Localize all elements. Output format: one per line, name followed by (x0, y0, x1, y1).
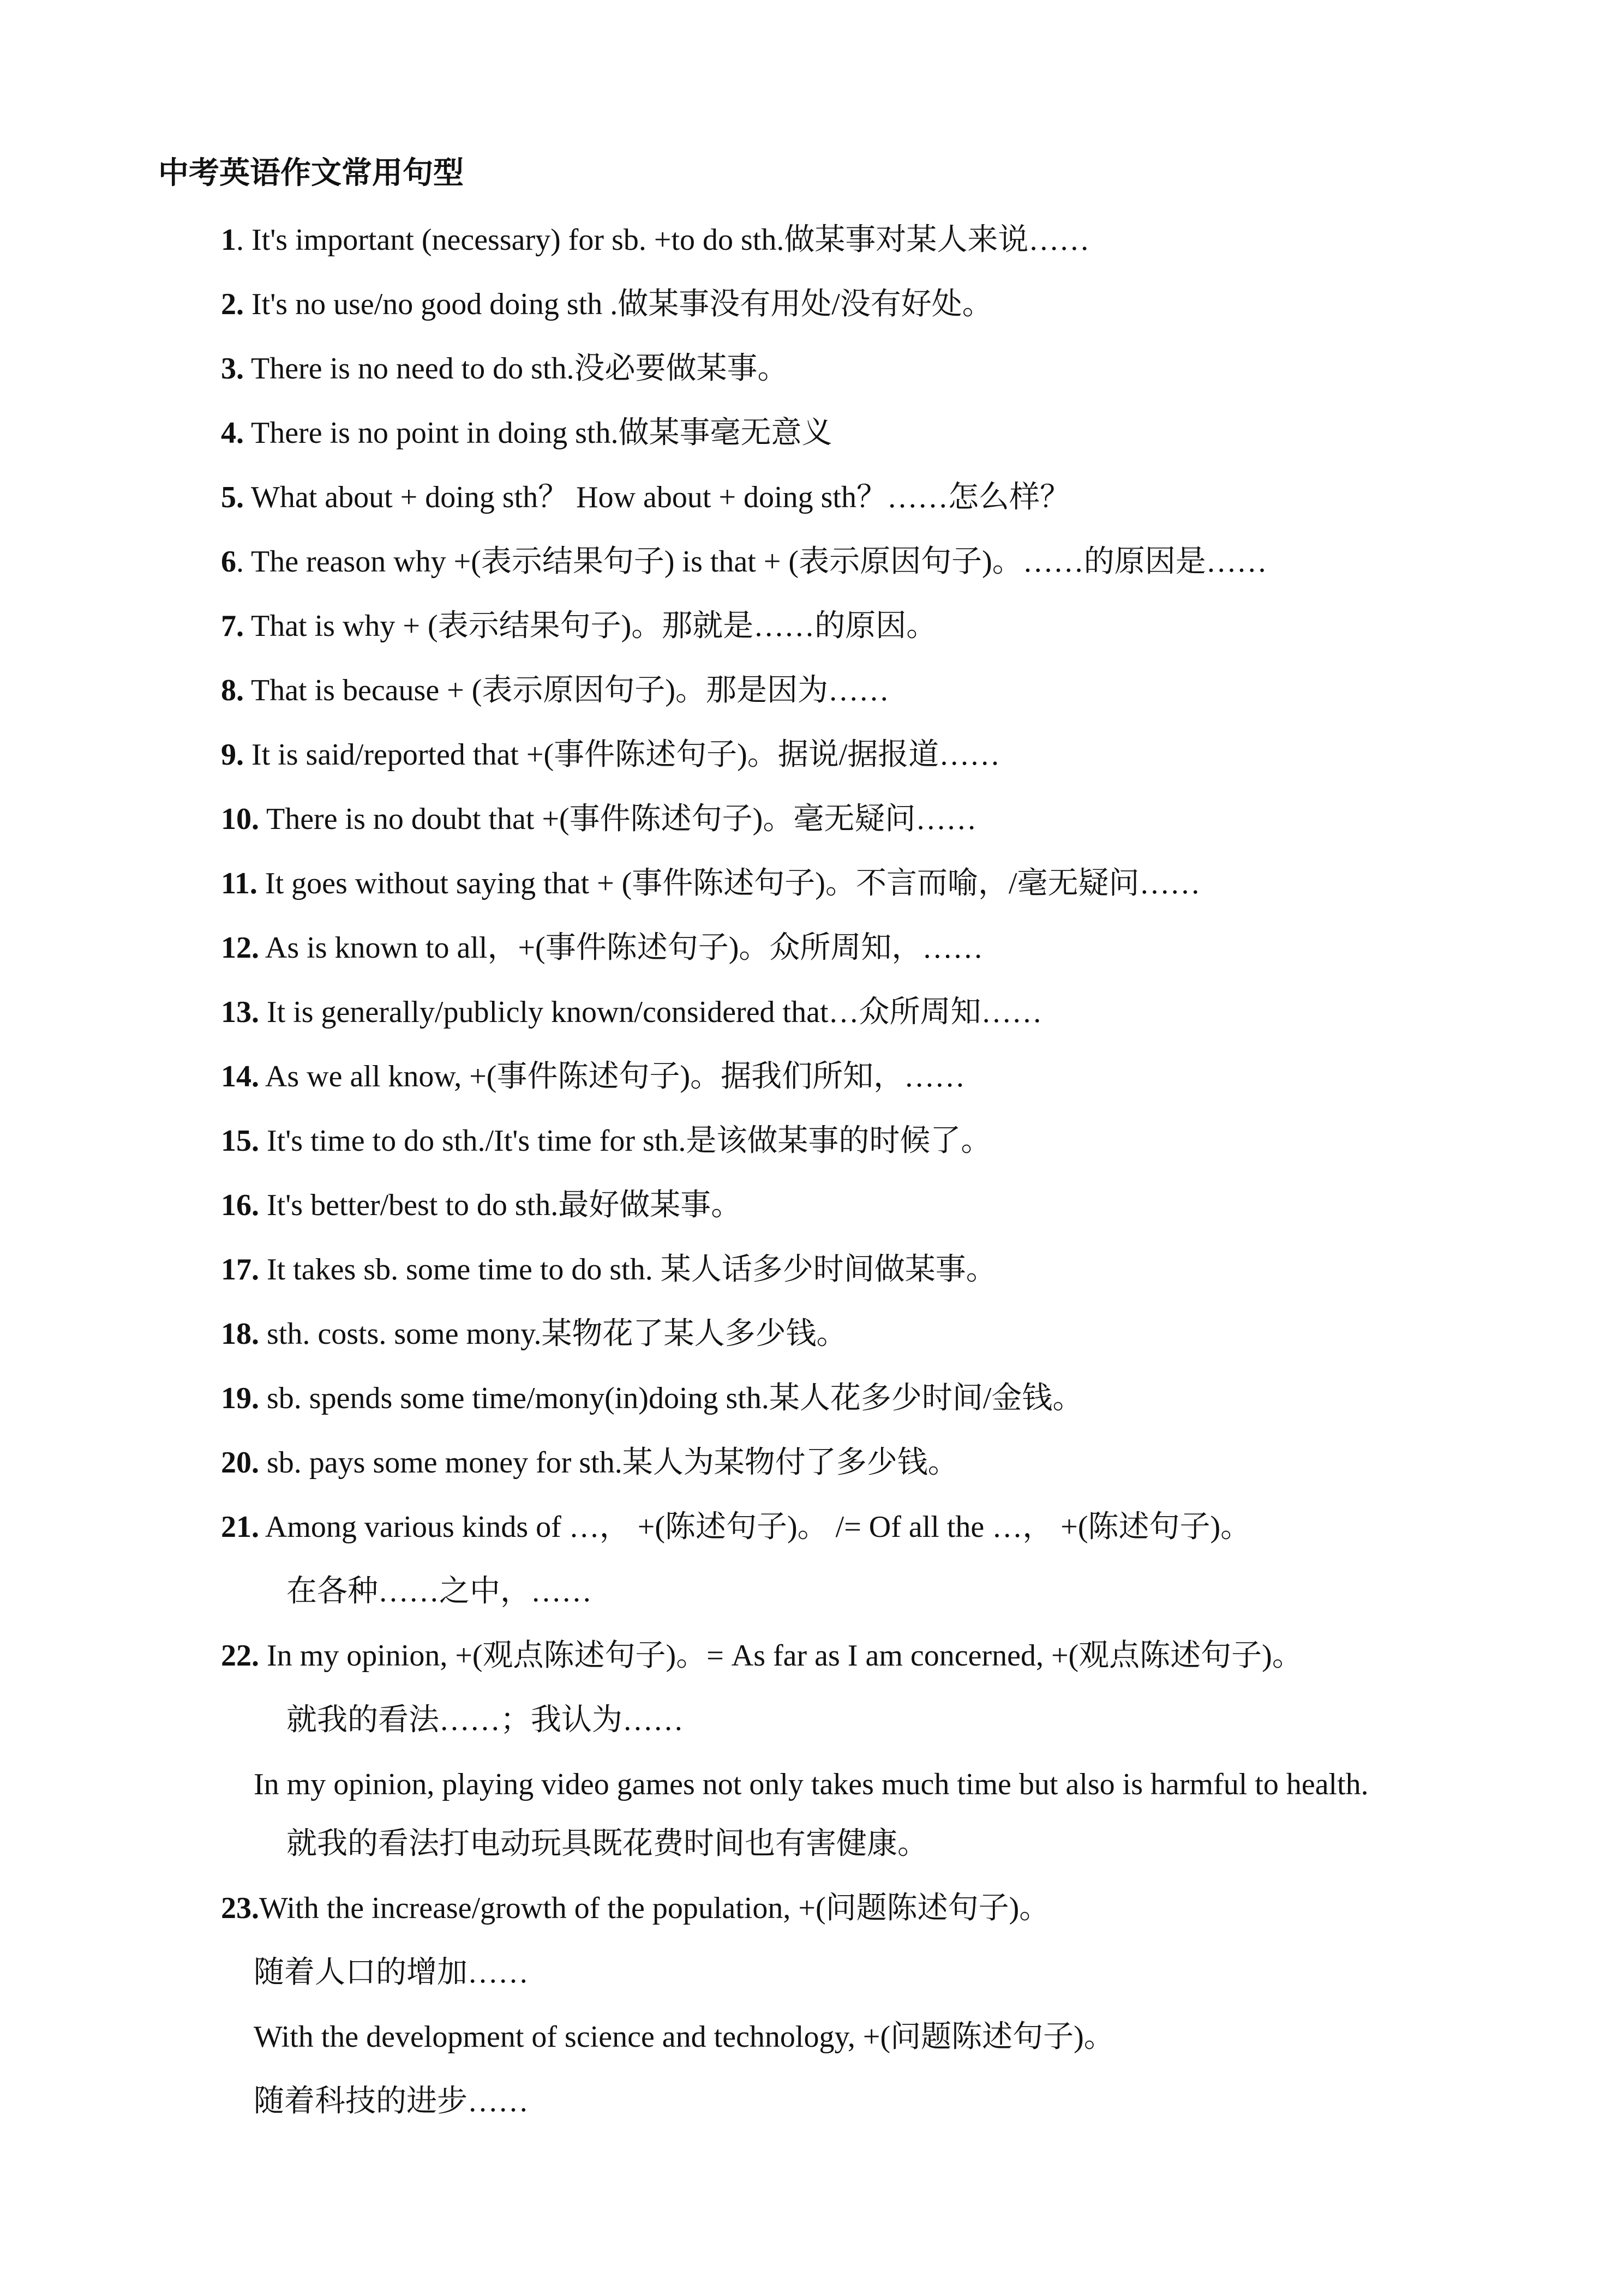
list-item (221, 1889, 1050, 1928)
item-number: 21. (221, 1510, 259, 1544)
list-item (221, 542, 1267, 581)
item-number: 7. (221, 609, 244, 643)
list-item (221, 735, 1000, 774)
list-item (221, 1057, 965, 1096)
item-number: 11. (221, 867, 257, 900)
item-text: It takes sb. some time to do sth. 某人话多少时间做某事。 (259, 1253, 997, 1287)
item-number: 6 (221, 545, 236, 579)
item-text: sb. pays some money for sth.某人为某物付了多少钱。 (259, 1446, 958, 1480)
list-item (221, 478, 1070, 517)
item-number: 3. (221, 352, 244, 386)
item-text: It's no use/no good doing sth .做某事没有用处/没有好处。 (244, 287, 993, 321)
list-item-translation (254, 1953, 529, 1992)
item-number: 14. (221, 1060, 259, 1093)
item-number: 15. (221, 1124, 259, 1158)
list-item (221, 1379, 1083, 1418)
list-item (221, 285, 993, 324)
item-number: 17. (221, 1253, 259, 1287)
list-item (221, 220, 1089, 260)
list-item (221, 606, 937, 646)
item-text: There is no need to do sth.没必要做某事。 (244, 352, 788, 386)
list-item-translation (286, 1572, 592, 1611)
item-text: sth. costs. some mony.某物花了某人多少钱。 (259, 1317, 847, 1351)
item-text: 就我的看法打电动玩具既花费时间也有害健康。 (286, 1827, 928, 1861)
item-text: It is said/reported that +(事件陈述句子)。据说/据报道…… (244, 738, 1000, 772)
item-text: It's time to do sth./It's time for sth.是该做某事的时候了。 (259, 1124, 992, 1158)
item-text: . The reason why +(表示结果句子) is that + (表示原因句子)。……的原因是…… (236, 545, 1267, 579)
item-text: With the increase/growth of the population, +(问题陈述句子)。 (259, 1891, 1050, 1925)
list-item (221, 1507, 1251, 1547)
list-item (221, 349, 788, 388)
item-number: 13. (221, 995, 259, 1029)
item-number: 10. (221, 802, 259, 836)
item-text: That is because + (表示原因句子)。那是因为…… (244, 674, 890, 707)
item-text: As is known to all，+(事件陈述句子)。众所周知，…… (259, 931, 984, 965)
item-text: It is generally/publicly known/considered that…众所周知…… (259, 995, 1042, 1029)
list-item (221, 1121, 991, 1161)
list-item (221, 928, 983, 967)
item-number: 1 (221, 223, 236, 257)
list-item (221, 1250, 997, 1289)
list-item (221, 993, 1042, 1032)
item-text: 随着科技的进步…… (254, 2084, 529, 2118)
item-number: 18. (221, 1317, 259, 1351)
item-text: 随着人口的增加…… (254, 1956, 529, 1990)
item-number: 20. (221, 1446, 259, 1480)
item-number: 8. (221, 674, 244, 707)
item-text: With the development of science and technology, +(问题陈述句子)。 (254, 2020, 1114, 2054)
item-number: 23. (221, 1891, 259, 1925)
list-item-translation (286, 1824, 928, 1864)
example-sentence (254, 2017, 1114, 2057)
item-text: sb. spends some time/mony(in)doing sth.某人花多少时间/金钱。 (259, 1381, 1083, 1415)
example-sentence (254, 1765, 1369, 1804)
item-number: 19. (221, 1381, 259, 1415)
item-number: 16. (221, 1188, 259, 1222)
item-text: . It's important (necessary) for sb. +to do sth.做某事对某人来说…… (236, 223, 1090, 257)
item-number: 12. (221, 931, 259, 965)
item-text: There is no doubt that +(事件陈述句子)。毫无疑问…… (259, 802, 977, 836)
list-item (221, 413, 832, 453)
list-item (221, 1443, 958, 1482)
list-item (221, 864, 1201, 903)
list-item-translation (254, 2082, 529, 2121)
list-item (221, 1186, 741, 1225)
list-item (221, 671, 889, 710)
list-item (221, 1636, 1303, 1675)
item-number: 2. (221, 287, 244, 321)
item-text: In my opinion, playing video games not only takes much time but also is harmful to health. (254, 1768, 1369, 1801)
item-text: There is no point in doing sth.做某事毫无意义 (244, 416, 832, 450)
item-text: That is why + (表示结果句子)。那就是……的原因。 (244, 609, 937, 643)
item-text: What about + doing sth？ How about + doing sth？……怎么样？ (244, 480, 1070, 514)
item-text: 就我的看法……；我认为…… (286, 1703, 684, 1737)
list-item (221, 800, 976, 839)
item-text: It goes without saying that + (事件陈述句子)。不言而喻，/毫无疑问…… (257, 867, 1201, 900)
page-title: 中考英语作文常用句型 (158, 157, 464, 190)
item-number: 4. (221, 416, 244, 450)
item-number: 9. (221, 738, 244, 772)
item-text: As we all know, +(事件陈述句子)。据我们所知，…… (259, 1060, 966, 1093)
item-number: 5. (221, 480, 244, 514)
item-text: In my opinion, +(观点陈述句子)。= As far as I am concerned, +(观点陈述句子)。 (259, 1639, 1303, 1673)
item-text: 在各种……之中，…… (286, 1574, 592, 1608)
item-text: It's better/best to do sth.最好做某事。 (259, 1188, 742, 1222)
item-number: 22. (221, 1639, 259, 1673)
list-item-translation (286, 1700, 684, 1740)
item-text: Among various kinds of …， +(陈述句子)。 /= Of all the …， +(陈述句子)。 (259, 1510, 1251, 1544)
list-item (221, 1314, 847, 1354)
